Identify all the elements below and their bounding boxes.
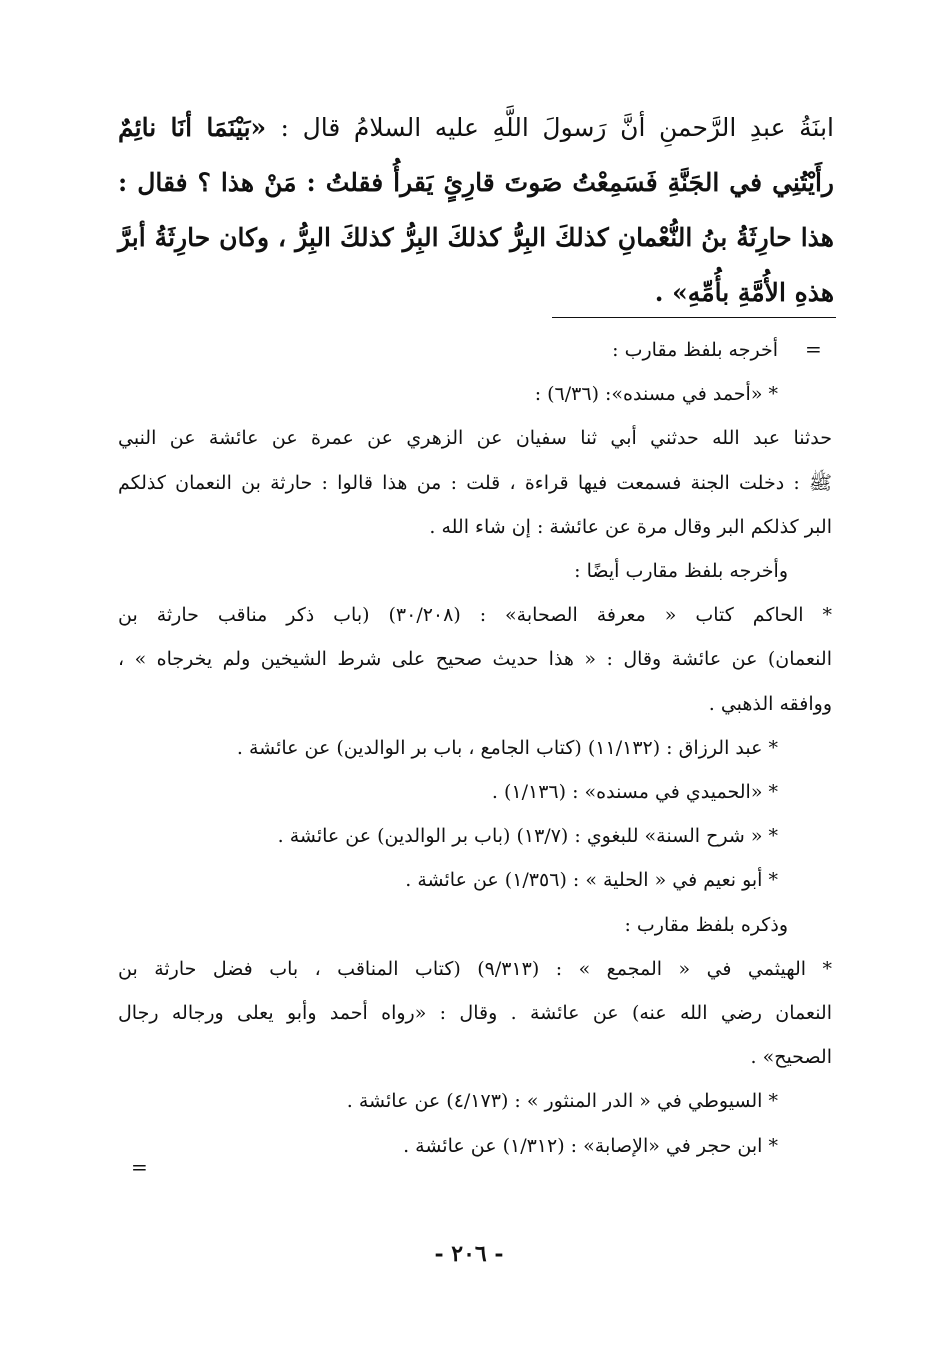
footnotes — [118, 328, 832, 1168]
continuation-marker-bottom: = — [131, 1155, 148, 1179]
footnote-line: وأخرجه بلفظ مقارب أيضًا : — [574, 560, 788, 583]
footnote-line: حدثنا عبد الله حدثني أبي ثنا سفيان عن الزهري عن عمرة عن عائشة عن النبي — [118, 427, 832, 450]
footnote-line: * ابن حجر في «الإصابة» : (١/٣١٢) عن عائشة . — [403, 1134, 778, 1157]
footnote-line: * أبو نعيم في « الحلية » : (١/٣٥٦) عن عائشة . — [405, 869, 778, 892]
footnote-line: * عبد الرزاق : (١١/١٣٢) (كتاب الجامع ، باب بر الوالدين) عن عائشة . — [236, 736, 778, 759]
footnote-line: الصحيح» . — [750, 1046, 832, 1069]
hadith-line-3: النُّعْمانِ كذلكَ البِرُّ كذلكَ البِرُّ كذلكَ البِرُّ ، وكان حارِثَةُ أبرَّ هذهِ الأُمَّةِ — [118, 223, 834, 307]
footnote-line: النعمان رضي الله عنه) عن عائشة . وقال : «رواه أحمد وأبو يعلى ورجاله رجال — [118, 1002, 832, 1025]
footnote-line: * السيوطي في « الدر المنثور » : (٤/١٧٣) عن عائشة . — [346, 1090, 778, 1113]
footnote-line: * الحاكم كتاب « معرفة الصحابة» : (٣٠/٢٠٨) (باب ذكر مناقب حارثة بن — [118, 604, 832, 627]
footnote-line: البر كذلكم البر وقال مرة عن عائشة : إن شاء الله . — [429, 515, 832, 538]
footnote-line: وذكره بلفظ مقارب : — [624, 913, 788, 936]
footnote-line: ووافقه الذهبي . — [708, 692, 832, 715]
hadith-text — [118, 100, 834, 320]
footnote-line: * الهيثمي في « المجمع » : (٩/٣١٣) (كتاب المناقب ، باب فضل حارثة بن — [118, 957, 832, 980]
continuation-marker-top: = — [805, 337, 822, 361]
footnote-line: أخرجه بلفظ مقارب : — [612, 339, 778, 361]
hadith-intro: ابنَةُ عبدِ الرَّحمنِ أنَّ رَسولَ اللَّهِ عليه السلامُ قال : — [280, 113, 834, 142]
hadith-line-4: بأُمِّهِ» . — [654, 278, 730, 307]
hadith-line-2: الجَنَّةِ فَسَمِعْتُ صَوتَ قارِئٍ يَقرأُ فقلتُ : مَنْ هذا ؟ فقال : هذا حارِثَةُ بنُ — [118, 168, 834, 252]
footnote-line: * « شرح السنة» للبغوي : (١٣/٧) (باب بر الوالدين) عن عائشة . — [277, 825, 778, 848]
footnote-line: النعمان) عن عائشة وقال : « هذا حديث صحيح على شرط الشيخين ولم يخرجاه » ، — [118, 648, 832, 671]
hadith-quote-start: «بَيْنَمَا أنَا نائِمٌ رأَيْتُنِي في — [118, 113, 834, 197]
footnote-line: * «الحميدي في مسنده» : (١/١٣٦) . — [491, 781, 778, 804]
footnote-line: * «أحمد في مسنده»: (٦/٣٦) : — [534, 383, 778, 406]
footnote-separator — [552, 317, 836, 318]
footnote-line: ﷺ : دخلت الجنة فسمعت فيها قراءة ، قلت : من هذا قالوا : حارثة بن النعمان كذلكم — [118, 471, 832, 494]
page-number: - ٢٠٦ - — [434, 1241, 504, 1267]
